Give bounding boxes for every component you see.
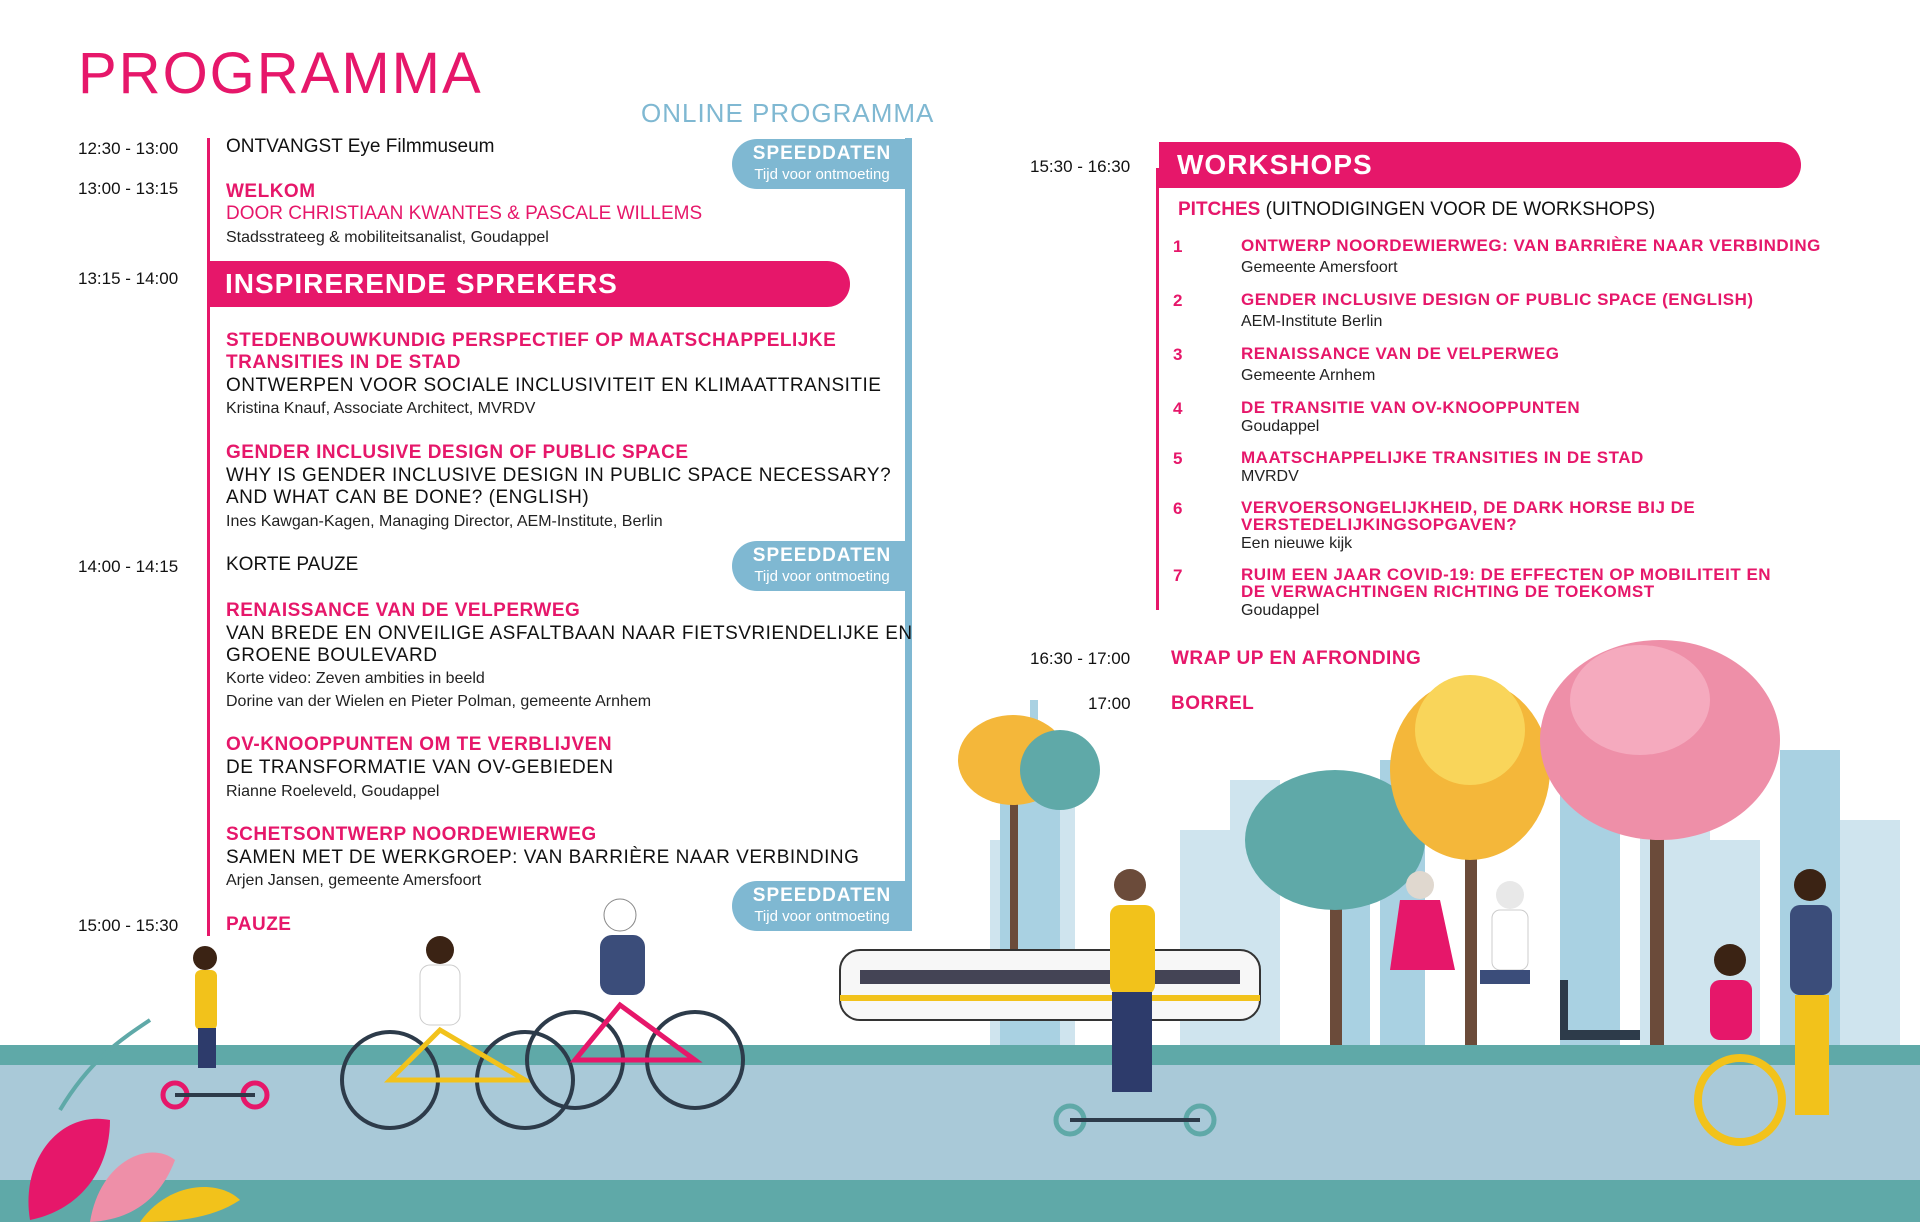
workshop-title: VERVOERSONGELIJKHEID, DE DARK HORSE BIJ DE <box>1241 498 1696 517</box>
talk-subtitle: WHY IS GENDER INCLUSIVE DESIGN IN PUBLIC SPACE NECESSARY? <box>226 465 892 486</box>
talk-subtitle: AND WHAT CAN BE DONE? (ENGLISH) <box>226 487 590 508</box>
workshop-org: MVRDV <box>1241 468 1299 485</box>
workshop-number: 2 <box>1173 291 1183 310</box>
talk-speaker: Kristina Knauf, Associate Architect, MVRDV <box>226 400 536 417</box>
right-timeline-line <box>1156 168 1159 610</box>
pauze-item: PAUZE <box>226 914 292 935</box>
talk-heading: OV-KNOOPPUNTEN OM TE VERBLIJVEN <box>226 734 613 755</box>
welkom-heading: WELKOM <box>226 181 316 202</box>
workshop-org: Goudappel <box>1241 602 1320 619</box>
time-slot: 13:15 - 14:00 <box>78 269 179 288</box>
talk-subtitle: SAMEN MET DE WERKGROEP: VAN BARRIÈRE NAAR VERBINDING <box>226 847 860 868</box>
talk-speaker: Rianne Roeleveld, Goudappel <box>226 783 440 800</box>
workshop-title: DE TRANSITIE VAN OV-KNOOPPUNTEN <box>1241 398 1581 417</box>
welkom-role: Stadsstrateeg & mobiliteitsanalist, Goudappel <box>226 229 549 246</box>
pitches-rest: (UITNODIGINGEN VOOR DE WORKSHOPS) <box>1260 199 1656 220</box>
workshop-title: MAATSCHAPPELIJKE TRANSITIES IN DE STAD <box>1241 448 1644 467</box>
welkom-speakers: DOOR CHRISTIAAN KWANTES & PASCALE WILLEMS <box>226 203 703 224</box>
workshop-org: Gemeente Arnhem <box>1241 367 1376 384</box>
workshop-title: RUIM EEN JAAR COVID-19: DE EFFECTEN OP MOBILITEIT EN <box>1241 565 1772 584</box>
talk-subtitle: VAN BREDE EN ONVEILIGE ASFALTBAAN NAAR FIETSVRIENDELIJKE EN <box>226 623 913 644</box>
talk-speaker: Arjen Jansen, gemeente Amersfoort <box>226 872 482 889</box>
speeddaten-subtitle: Tijd voor ontmoeting <box>754 908 890 925</box>
time-slot: 17:00 <box>1088 694 1131 713</box>
talk-heading: TRANSITIES IN DE STAD <box>226 352 461 373</box>
talk-subtitle: ONTWERPEN VOOR SOCIALE INCLUSIVITEIT EN KLIMAATTRANSITIE <box>226 375 882 396</box>
workshop-title: ONTWERP NOORDEWIERWEG: VAN BARRIÈRE NAAR VERBINDING <box>1241 236 1821 255</box>
left-timeline-line <box>207 138 210 936</box>
talk-heading: RENAISSANCE VAN DE VELPERWEG <box>226 600 581 621</box>
workshop-number: 1 <box>1173 237 1183 256</box>
workshop-number: 5 <box>1173 449 1183 468</box>
wrapup-item: WRAP UP EN AFRONDING <box>1171 648 1422 669</box>
speeddaten-title: SPEEDDATEN <box>752 143 892 164</box>
online-timeline-line <box>905 138 912 930</box>
talk-heading: SCHETSONTWERP NOORDEWIERWEG <box>226 824 597 845</box>
time-slot: 16:30 - 17:00 <box>1030 649 1131 668</box>
workshop-title: VERSTEDELIJKINGSOPGAVEN? <box>1241 515 1518 534</box>
workshop-org: Een nieuwe kijk <box>1241 535 1353 552</box>
time-slot: 14:00 - 14:15 <box>78 557 179 576</box>
pitches-label <box>1178 199 1655 221</box>
workshops-bar: WORKSHOPS <box>1159 142 1801 188</box>
workshop-title: GENDER INCLUSIVE DESIGN OF PUBLIC SPACE (ENGLISH) <box>1241 290 1754 309</box>
workshop-number: 4 <box>1173 399 1183 418</box>
workshop-title: RENAISSANCE VAN DE VELPERWEG <box>1241 344 1560 363</box>
speeddaten-title: SPEEDDATEN <box>752 545 892 566</box>
borrel-item: BORREL <box>1171 693 1255 714</box>
workshop-number: 7 <box>1173 566 1183 585</box>
time-slot: 13:00 - 13:15 <box>78 179 179 198</box>
time-slot: 12:30 - 13:00 <box>78 139 179 158</box>
speeddaten-badge-2 <box>732 541 912 591</box>
talk-heading: STEDENBOUWKUNDIG PERSPECTIEF OP MAATSCHAPPELIJKE <box>226 330 837 351</box>
workshop-title: DE VERWACHTINGEN RICHTING DE TOEKOMST <box>1241 582 1655 601</box>
workshop-org: Goudappel <box>1241 418 1320 435</box>
ontvangst-item: ONTVANGST Eye Filmmuseum <box>226 136 495 157</box>
korte-pauze: KORTE PAUZE <box>226 554 359 575</box>
speeddaten-subtitle: Tijd voor ontmoeting <box>754 166 890 183</box>
talk-speaker: Ines Kawgan-Kagen, Managing Director, AEM-Institute, Berlin <box>226 513 663 530</box>
inspirerende-sprekers-bar: INSPIRERENDE SPREKERS <box>207 261 850 307</box>
time-slot: 15:30 - 16:30 <box>1030 157 1131 176</box>
pitches-bold: PITCHES <box>1178 199 1261 220</box>
talk-heading: GENDER INCLUSIVE DESIGN OF PUBLIC SPACE <box>226 442 689 463</box>
talk-note: Korte video: Zeven ambities in beeld <box>226 670 485 687</box>
talk-subtitle: GROENE BOULEVARD <box>226 645 438 666</box>
speeddaten-subtitle: Tijd voor ontmoeting <box>754 568 890 585</box>
time-slot: 15:00 - 15:30 <box>78 916 179 935</box>
page-title: PROGRAMMA <box>78 41 483 106</box>
workshop-number: 3 <box>1173 345 1183 364</box>
online-programma-label: ONLINE PROGRAMMA <box>641 98 935 128</box>
speeddaten-badge-3 <box>732 881 912 931</box>
workshop-number: 6 <box>1173 499 1183 518</box>
speeddaten-title: SPEEDDATEN <box>752 885 892 906</box>
workshop-org: AEM-Institute Berlin <box>1241 313 1383 330</box>
workshop-org: Gemeente Amersfoort <box>1241 259 1398 276</box>
talk-subtitle: DE TRANSFORMATIE VAN OV-GEBIEDEN <box>226 757 614 778</box>
speeddaten-badge-1 <box>732 139 912 189</box>
talk-speaker: Dorine van der Wielen en Pieter Polman, gemeente Arnhem <box>226 693 652 710</box>
